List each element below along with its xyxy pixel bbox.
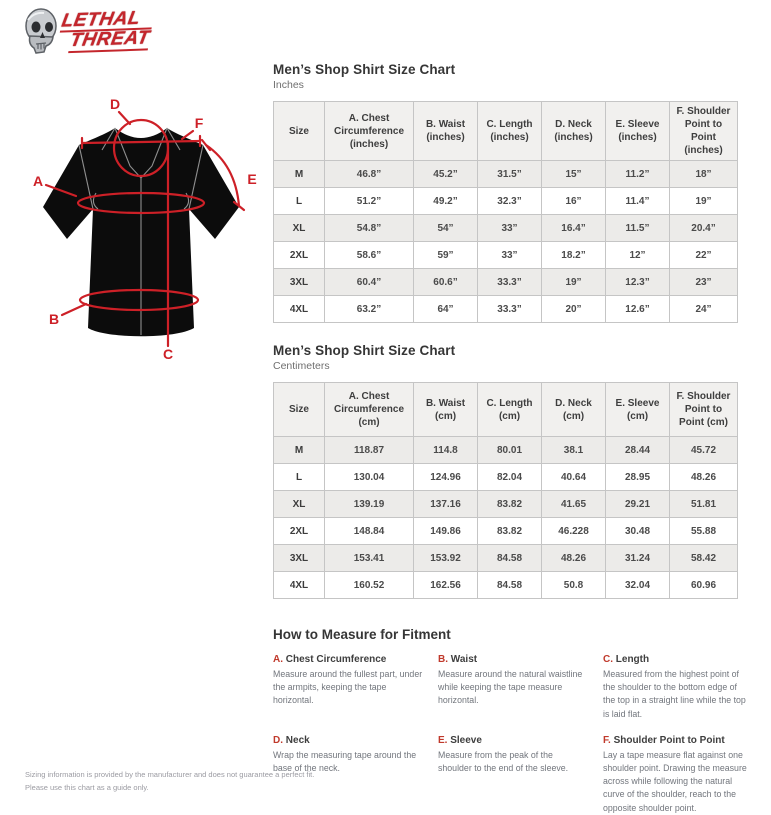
table-row (274, 296, 738, 323)
shirt-measurement-diagram (16, 88, 266, 360)
size-cell: L (274, 188, 325, 215)
content-column (273, 62, 761, 815)
column-header: B. Waist (cm) (414, 383, 478, 437)
table-row (274, 464, 738, 491)
column-header: C. Length (inches) (478, 102, 542, 161)
table-row (274, 188, 738, 215)
value-cell: 48.26 (670, 464, 738, 491)
brand-line-1: LETHAL (60, 9, 155, 33)
inches-chart-subtitle: Inches (273, 79, 304, 91)
value-cell: 22” (670, 242, 738, 269)
value-cell: 41.65 (542, 491, 606, 518)
value-cell: 60.96 (670, 572, 738, 599)
measure-item-title (603, 654, 747, 665)
value-cell: 118.87 (325, 437, 414, 464)
value-cell: 31.5” (478, 161, 542, 188)
size-chart-centimeters (273, 382, 738, 599)
value-cell: 137.16 (414, 491, 478, 518)
cm-chart-subtitle: Centimeters (273, 360, 330, 372)
column-header: Size (274, 102, 325, 161)
table-row (274, 437, 738, 464)
header-row (274, 383, 738, 437)
value-cell: 149.86 (414, 518, 478, 545)
measure-letter: F. (603, 734, 611, 746)
value-cell: 55.88 (670, 518, 738, 545)
measure-description: Measure around the fullest part, under the armpits, keeping the tape horizontal. (273, 669, 423, 706)
size-cell: 3XL (274, 545, 325, 572)
table-row (274, 242, 738, 269)
cm-chart-title: Men’s Shop Shirt Size Chart (273, 343, 456, 358)
value-cell: 148.84 (325, 518, 414, 545)
table-row (274, 215, 738, 242)
value-cell: 80.01 (478, 437, 542, 464)
measure-letter: C. (603, 654, 613, 665)
value-cell: 12” (606, 242, 670, 269)
value-cell: 54” (414, 215, 478, 242)
disclaimer-line-1: Sizing information is provided by the manufacturer and does not guarantee a perfect fit. (25, 770, 315, 779)
value-cell: 48.26 (542, 545, 606, 572)
value-cell: 139.19 (325, 491, 414, 518)
value-cell: 124.96 (414, 464, 478, 491)
value-cell: 153.41 (325, 545, 414, 572)
measure-instructions (273, 654, 761, 815)
value-cell: 64” (414, 296, 478, 323)
value-cell: 50.8 (542, 572, 606, 599)
value-cell: 82.04 (478, 464, 542, 491)
measure-name: Neck (285, 734, 310, 746)
disclaimer-line-2: Please use this chart as a guide only. (25, 782, 149, 792)
column-header: F. Shoulder Point to Point (cm) (670, 383, 738, 437)
measure-description: Measured from the highest point of the shoulder to the bottom edge of the top in a straight line while the top is laid flat. (603, 669, 746, 719)
size-cell: 4XL (274, 296, 325, 323)
value-cell: 20” (542, 296, 606, 323)
how-to-measure-title: How to Measure for Fitment (273, 627, 451, 642)
column-header: E. Sleeve (cm) (606, 383, 670, 437)
size-cell: M (274, 437, 325, 464)
value-cell: 28.95 (606, 464, 670, 491)
measure-item-chest (273, 654, 438, 721)
value-cell: 83.82 (478, 518, 542, 545)
column-header: B. Waist (inches) (414, 102, 478, 161)
value-cell: 83.82 (478, 491, 542, 518)
column-header: D. Neck (inches) (542, 102, 606, 161)
diagram-label-B: B (48, 311, 60, 327)
measure-description: Lay a tape measure flat against one shoulder point. Drawing the measure across while following the natural curve of the shoulder, reach to the opposite shoulder point. (603, 749, 747, 813)
measure-description: Wrap the measuring tape around the base of the neck. (273, 749, 417, 773)
measure-item-shoulder (603, 735, 761, 815)
size-cell: 2XL (274, 518, 325, 545)
value-cell: 38.1 (542, 437, 606, 464)
measure-letter: D. (273, 734, 283, 746)
measure-letter: B. (438, 654, 448, 665)
measure-item-title (273, 654, 424, 665)
column-header: C. Length (cm) (478, 383, 542, 437)
value-cell: 16” (542, 188, 606, 215)
measure-item-title (603, 735, 747, 746)
value-cell: 24” (670, 296, 738, 323)
value-cell: 29.21 (606, 491, 670, 518)
table-row (274, 518, 738, 545)
size-cell: XL (274, 491, 325, 518)
disclaimer (25, 769, 314, 795)
value-cell: 40.64 (542, 464, 606, 491)
measure-description: Measure from the peak of the shoulder to the end of the sleeve. (438, 749, 569, 773)
measure-item-sleeve (438, 735, 603, 815)
value-cell: 114.8 (414, 437, 478, 464)
size-cell: 3XL (274, 269, 325, 296)
diagram-label-E: E (247, 171, 257, 187)
value-cell: 33” (478, 215, 542, 242)
measure-letter: A. (273, 654, 283, 665)
column-header: E. Sleeve (inches) (606, 102, 670, 161)
diagram-label-A: A (32, 173, 44, 189)
value-cell: 46.8” (325, 161, 414, 188)
value-cell: 160.52 (325, 572, 414, 599)
value-cell: 59” (414, 242, 478, 269)
value-cell: 60.4” (325, 269, 414, 296)
value-cell: 32.3” (478, 188, 542, 215)
table-row (274, 545, 738, 572)
column-header: F. Shoulder Point to Point (inches) (670, 102, 738, 161)
table-row (274, 491, 738, 518)
value-cell: 12.6” (606, 296, 670, 323)
value-cell: 33.3” (478, 296, 542, 323)
size-cell: 4XL (274, 572, 325, 599)
value-cell: 31.24 (606, 545, 670, 572)
value-cell: 58.42 (670, 545, 738, 572)
value-cell: 15” (542, 161, 606, 188)
inches-chart-title: Men’s Shop Shirt Size Chart (273, 62, 456, 77)
size-cell: 2XL (274, 242, 325, 269)
table-row (274, 161, 738, 188)
brand-line-2: THREAT (68, 27, 152, 52)
measure-item-waist (438, 654, 603, 721)
diagram-label-F: F (194, 115, 204, 131)
value-cell: 11.2” (606, 161, 670, 188)
measure-name: Waist (450, 654, 478, 665)
table-row (274, 572, 738, 599)
value-cell: 63.2” (325, 296, 414, 323)
size-cell: L (274, 464, 325, 491)
value-cell: 33.3” (478, 269, 542, 296)
measure-name: Sleeve (450, 734, 482, 746)
value-cell: 58.6” (325, 242, 414, 269)
value-cell: 51.81 (670, 491, 738, 518)
measure-item-title (273, 735, 424, 746)
value-cell: 18” (670, 161, 738, 188)
size-cell: M (274, 161, 325, 188)
column-header: A. Chest Circumference (cm) (325, 383, 414, 437)
value-cell: 49.2” (414, 188, 478, 215)
value-cell: 12.3” (606, 269, 670, 296)
value-cell: 23” (670, 269, 738, 296)
value-cell: 19” (542, 269, 606, 296)
value-cell: 33” (478, 242, 542, 269)
measure-name: Chest Circumference (285, 654, 387, 665)
value-cell: 130.04 (325, 464, 414, 491)
size-chart-inches (273, 101, 738, 323)
diagram-label-C: C (162, 346, 174, 360)
measure-item-title (438, 735, 589, 746)
measure-item-length (603, 654, 761, 721)
value-cell: 84.58 (478, 572, 542, 599)
diagram-label-D: D (109, 96, 121, 112)
value-cell: 60.6” (414, 269, 478, 296)
measure-letter: E. (438, 734, 448, 746)
value-cell: 30.48 (606, 518, 670, 545)
value-cell: 11.5” (606, 215, 670, 242)
value-cell: 11.4” (606, 188, 670, 215)
value-cell: 162.56 (414, 572, 478, 599)
brand-wordmark (56, 9, 155, 53)
column-header: D. Neck (cm) (542, 383, 606, 437)
measure-name: Shoulder Point to Point (613, 734, 725, 746)
header-row (274, 102, 738, 161)
measure-item-title (438, 654, 589, 665)
value-cell: 28.44 (606, 437, 670, 464)
value-cell: 84.58 (478, 545, 542, 572)
value-cell: 18.2” (542, 242, 606, 269)
value-cell: 51.2” (325, 188, 414, 215)
column-header: A. Chest Circumference (inches) (325, 102, 414, 161)
value-cell: 153.92 (414, 545, 478, 572)
value-cell: 45.72 (670, 437, 738, 464)
size-cell: XL (274, 215, 325, 242)
value-cell: 54.8” (325, 215, 414, 242)
value-cell: 19” (670, 188, 738, 215)
column-header: Size (274, 383, 325, 437)
measure-description: Measure around the natural waistline while keeping the tape measure horizontal. (438, 669, 583, 706)
value-cell: 45.2” (414, 161, 478, 188)
measure-name: Length (615, 654, 650, 665)
value-cell: 20.4” (670, 215, 738, 242)
table-row (274, 269, 738, 296)
value-cell: 16.4” (542, 215, 606, 242)
value-cell: 46.228 (542, 518, 606, 545)
value-cell: 32.04 (606, 572, 670, 599)
brand-logo (22, 6, 151, 56)
